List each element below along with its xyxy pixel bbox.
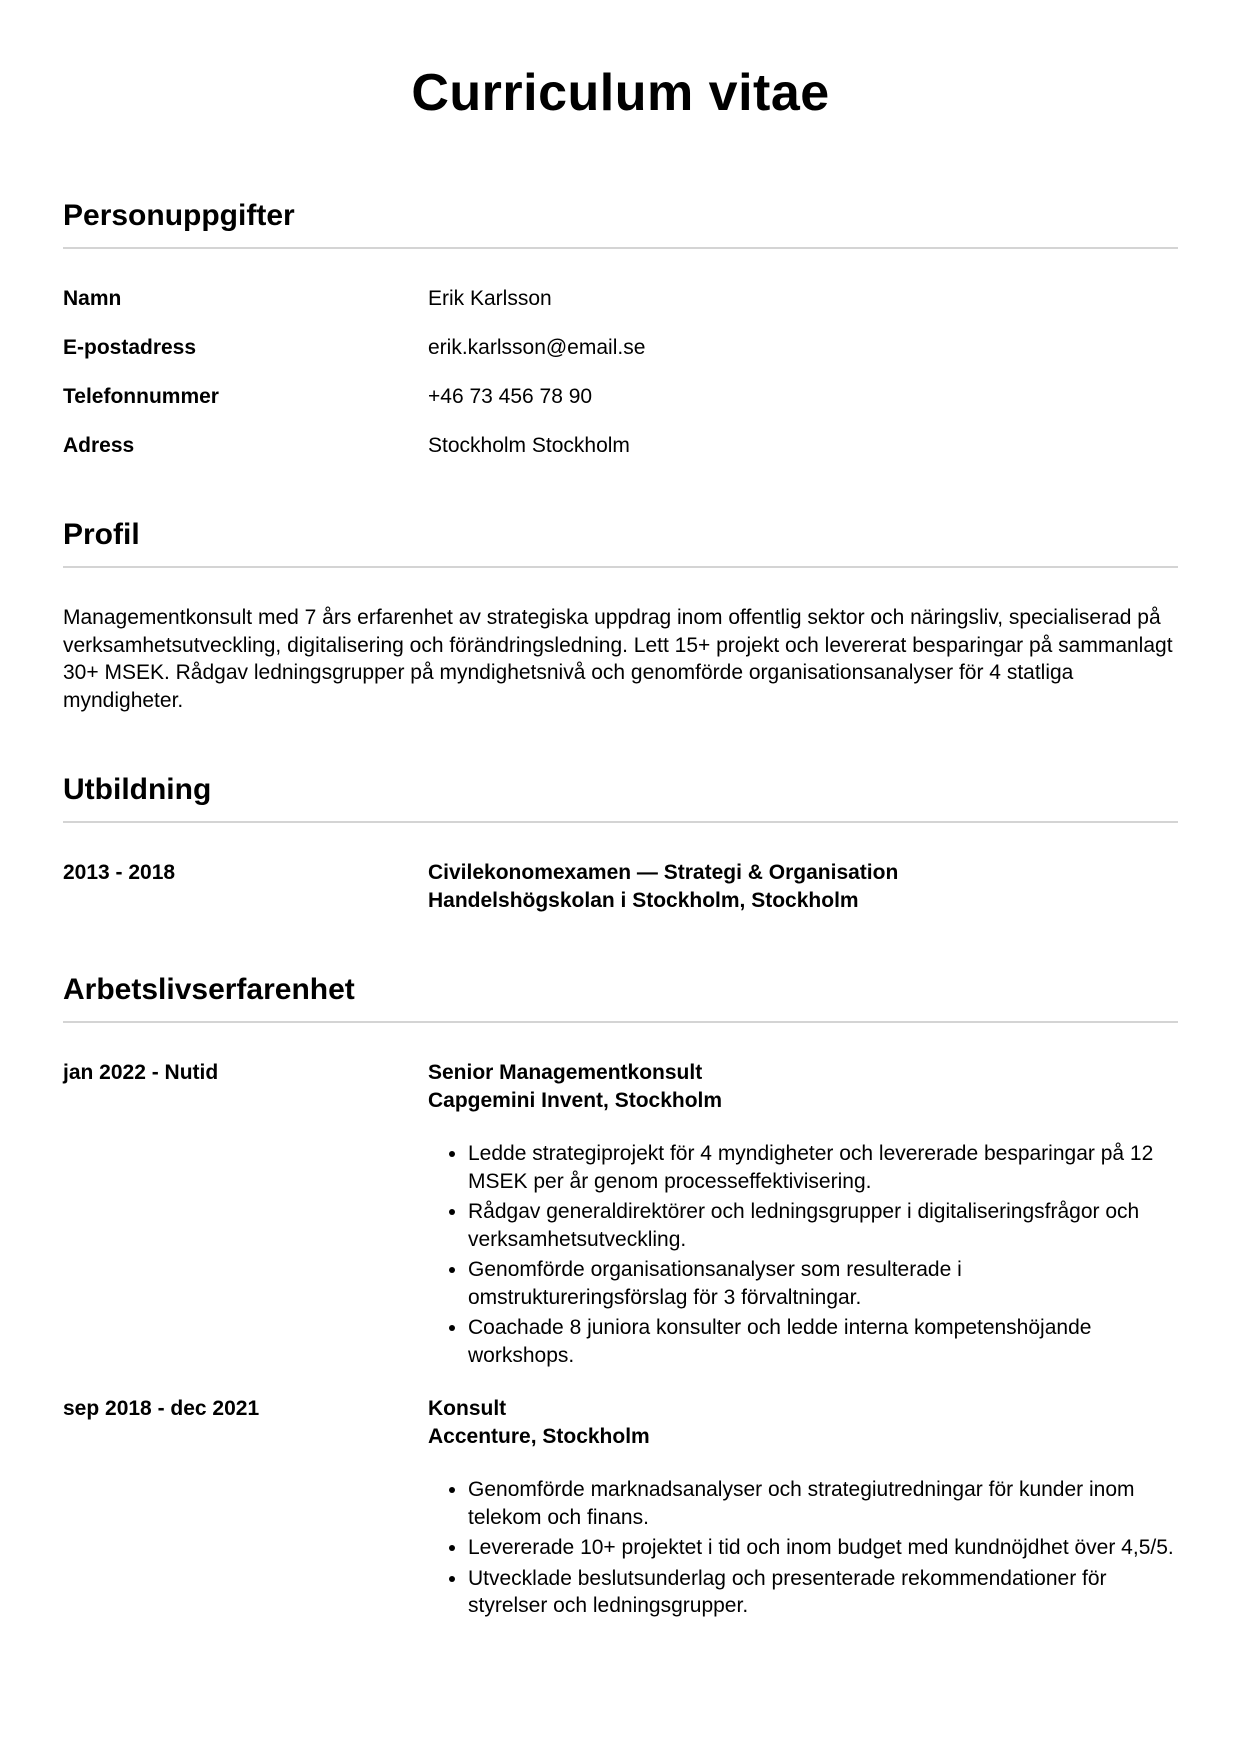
job-bullet: • Levererade 10+ projektet i tid och inom budget med kundnöjdhet över 4,5/5. [468,1534,1178,1562]
field-row-phone [63,383,1178,410]
field-row-name [63,285,1178,312]
field-value-phone: +46 73 456 78 90 [428,385,593,409]
job-bullet: • Ledde strategiprojekt för 4 myndigheter och levererade besparingar på 12 MSEK per år genom processeffektivisering. [468,1140,1178,1195]
field-value-address: Stockholm Stockholm [428,434,630,458]
section-heading-education: Utbildning [63,773,212,807]
job-bullet-list [428,1140,1178,1369]
field-row-email [63,334,1178,361]
section-divider [63,566,1178,568]
page-title: Curriculum vitae [411,64,830,122]
job-period: sep 2018 - dec 2021 [63,1397,260,1421]
profile-summary: Managementkonsult med 7 års erfarenhet av strategiska uppdrag inom offentlig sektor och näringsliv, specialiserad på verksamhetsutveckling, digitalisering och förändringsledning. Lett 15+ projekt och levererat besparingar på sammanlagt 30+ MSEK. Rådgav ledningsgrupper på myndighetsnivå och genomförde organisationsanalyser för 4 statliga myndigheter. [63,606,1173,712]
education-degree: Civilekonomexamen — Strategi & Organisation [428,861,899,885]
field-label-email: E-postadress [63,336,197,360]
experience-entry-capgemini [63,1059,1178,1369]
job-bullet: • Genomförde organisationsanalyser som resulterade i omstruktureringsförslag för 3 förvaltningar. [468,1256,1178,1311]
section-divider [63,821,1178,823]
job-period: jan 2022 - Nutid [63,1061,219,1085]
job-details [428,1059,1178,1369]
job-company: Capgemini Invent, Stockholm [428,1088,723,1112]
job-details [428,1395,1178,1620]
education-school: Handelshögskolan i Stockholm, Stockholm [428,888,859,912]
job-bullet-list [428,1476,1178,1620]
job-bullet: • Coachade 8 juniora konsulter och ledde interna kompetenshöjande workshops. [468,1314,1178,1369]
field-label-address: Adress [63,434,135,458]
field-row-address [63,432,1178,459]
job-bullet: • Utvecklade beslutsunderlag och presenterade rekommendationer för styrelser och ledningsgrupper. [468,1565,1178,1620]
field-label-name: Namn [63,287,122,311]
section-experience [63,972,1178,1620]
section-divider [63,1021,1178,1023]
section-profile [63,517,1178,714]
personal-fields [63,285,1178,459]
field-label-phone: Telefonnummer [63,385,219,409]
job-bullet: • Genomförde marknadsanalyser och strategiutredningar för kunder inom telekom och finans. [468,1476,1178,1531]
job-company: Accenture, Stockholm [428,1424,650,1448]
job-title: Konsult [428,1397,507,1421]
section-heading-profile: Profil [63,518,140,552]
education-details [428,859,1178,914]
education-entry [63,859,1178,914]
job-title: Senior Managementkonsult [428,1061,703,1085]
field-value-email: erik.karlsson@email.se [428,336,646,360]
section-heading-personal: Personuppgifter [63,199,295,233]
experience-entry-accenture [63,1395,1178,1620]
section-heading-experience: Arbetslivserfarenhet [63,973,355,1007]
field-value-name: Erik Karlsson [428,287,552,311]
job-bullet: • Rådgav generaldirektörer och ledningsgrupper i digitaliseringsfrågor och verksamhetsutveckling. [468,1198,1178,1253]
section-personal [63,198,1178,459]
education-period: 2013 - 2018 [63,861,176,885]
section-education [63,772,1178,914]
section-divider [63,247,1178,249]
